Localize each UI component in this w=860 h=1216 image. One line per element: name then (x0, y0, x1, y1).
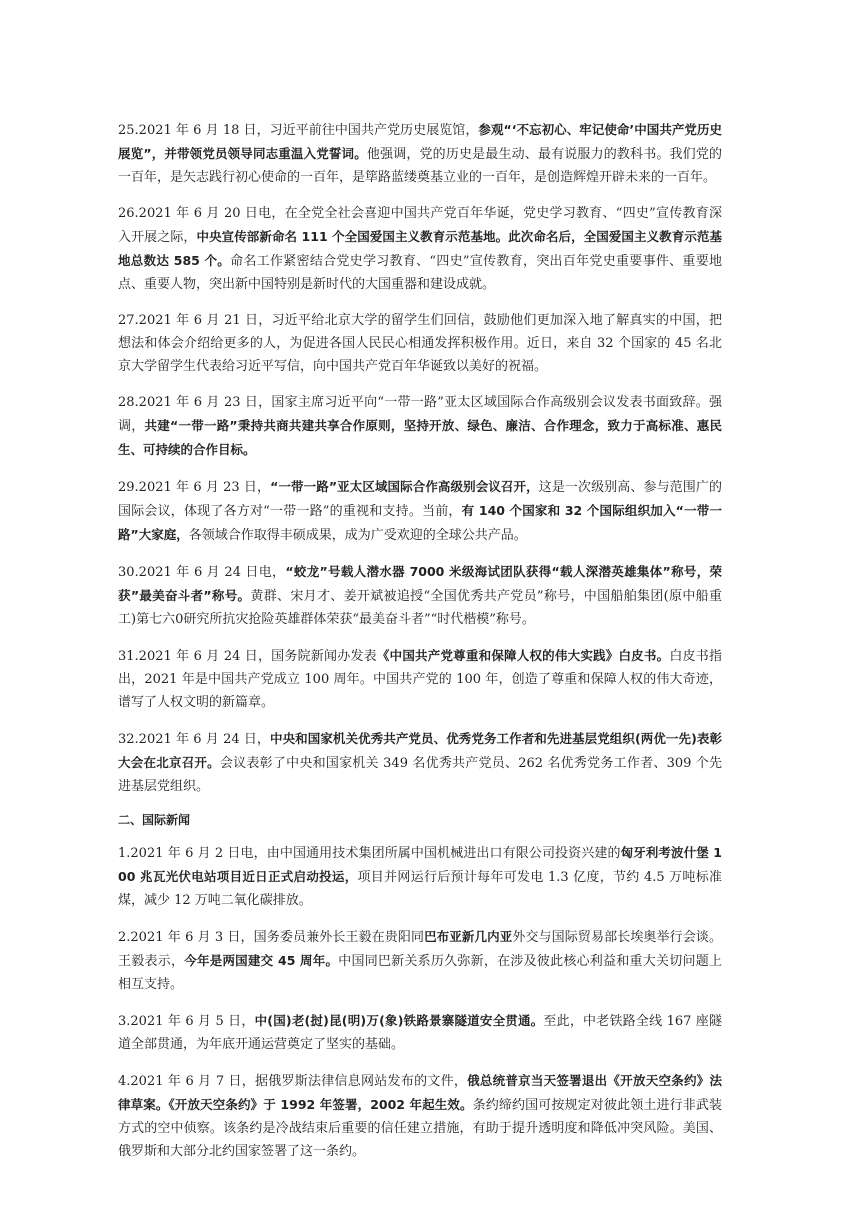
domestic-news-item (118, 644, 722, 714)
international-news-item (118, 841, 722, 912)
body-text: 30.2021 年 6 月 24 日电， (118, 565, 286, 580)
highlighted-text: 今年是两国建交 45 周年。 (184, 953, 339, 968)
body-text: 31.2021 年 6 月 24 日，国务院新闻办发表 (118, 649, 377, 664)
body-text: 中国同巴新关系历久弥新，在涉及彼此核心利益和重大关切问题上相互支持。 (118, 954, 722, 992)
domestic-news-list (118, 118, 722, 798)
body-text: 条约缔约国可按规定对彼此领土进行非武装方式的空中侦察。该条约是冷战结束后重要的信任建立措施，有助于提升透明度和降低冲突风险。美国、俄罗斯和大部分北约国家签署了这一条约。 (118, 1098, 722, 1159)
highlighted-text: “一带一路”亚太区域国际合作高级别会议召开， (270, 479, 539, 494)
domestic-news-item (118, 202, 722, 296)
body-text: 各领域合作取得丰硕成果，成为广受欢迎的全球公共产品。 (188, 528, 527, 543)
international-news-list (118, 841, 722, 1163)
highlighted-text: 参观“‘不忘初心、牢记使命’中国共产党历史展览”，并带领党员领导同志重温入党誓词。 (118, 122, 723, 161)
international-news-item (118, 1009, 722, 1056)
body-text: 3.2021 年 6 月 5 日， (118, 1014, 255, 1029)
highlighted-text: 中(国)老(挝)昆(明)万(象)铁路景寨隧道安全贯通。 (254, 1013, 544, 1028)
highlighted-text: 中央宣传部新命名 111 个全国爱国主义教育示范基地。此次命名后，全国爱国主义教育示范基地总数达 585 个。 (118, 229, 722, 268)
body-text: 4.2021 年 6 月 7 日，据俄罗斯法律信息网站发布的文件， (118, 1074, 468, 1089)
body-text: 32.2021 年 6 月 24 日， (118, 732, 270, 747)
body-text: 会议表彰了中央和国家机关 349 名优秀共产党员、262 名优秀党务工作者、309 个先进基层党组织。 (118, 756, 722, 794)
international-news-item (118, 1069, 722, 1163)
body-text: 他强调，党的历史是最生动、最有说服力的教科书。我们党的一百年，是矢志践行初心使命的一百年，是筚路蓝缕奠基立业的一百年，是创造辉煌开辟未来的一百年。 (118, 147, 722, 185)
body-text: 2.2021 年 6 月 3 日，国务委员兼外长王毅在贵阳同 (118, 930, 425, 945)
body-text: 白皮书指出，2021 年是中国共产党成立 100 周年。中国共产党的 100 年，创造了尊重和保障人权的伟大奇迹，谱写了人权文明的新篇章。 (118, 649, 722, 710)
section-title-international: 二、国际新闻 (118, 813, 191, 827)
domestic-news-item (118, 309, 722, 378)
body-text: 27.2021 年 6 月 21 日，习近平给北京大学的留学生们回信，鼓励他们更加深入地了解真实的中国，把想法和体会介绍给更多的人，为促进各国人民民心相通发挥积极作用。近日，来自 32 个国家的 45 名北京大学留学生代表给习近平写信，向中国共产党百年华诞致以美好的祝福。 (118, 313, 722, 374)
highlighted-text: 共建“一带一路”秉持共商共建共享合作原则，坚持开放、绿色、廉洁、合作理念，致力于高标准、惠民生、可持续的合作目标。 (118, 418, 722, 457)
body-text: 至此，中老铁路全线 167 座隧道全部贯通，为年底开通运营奠定了坚实的基础。 (118, 1014, 722, 1052)
body-text: 29.2021 年 6 月 23 日， (118, 480, 271, 495)
body-text: 项目并网运行后预计每年可发电 1.3 亿度，节约 4.5 万吨标准煤，减少 12 万吨二氧化碳排放。 (118, 870, 722, 908)
international-news-item (118, 925, 722, 996)
highlighted-text: 匈牙利考波什堡 100 兆瓦光伏电站项目近日正式启动投运， (118, 845, 722, 884)
document-content (118, 118, 722, 1176)
domestic-news-item (118, 391, 722, 462)
highlighted-text: 俄总统普京当天签署退出《开放天空条约》法律草案。《开放天空条约》于 1992 年签署，2002 年起生效。 (118, 1073, 722, 1112)
body-text: 外交与国际贸易部长埃奥举行会谈。王毅表示， (118, 930, 722, 969)
body-text: 黄群、宋月才、姜开斌被追授“全国优秀共产党员”称号，中国船舶集团(原中船重工)第七六0研究所抗灾抢险英雄群体荣获“最美奋斗者”“时代楷模”称号。 (118, 589, 722, 627)
highlighted-text: “蛟龙”号载人潜水器 7000 米级海试团队获得“载人深潜英雄集体”称号，荣获”最美奋斗者”称号。 (118, 564, 723, 603)
domestic-news-item (118, 727, 722, 798)
highlighted-text: 中央和国家机关优秀共产党员、优秀党务工作者和先进基层党组织(两优一先)表彰大会在北京召开。 (118, 731, 722, 770)
domestic-news-item (118, 560, 722, 631)
highlighted-text: 《中国共产党尊重和保障人权的伟大实践》白皮书。 (376, 648, 670, 663)
body-text: 28.2021 年 6 月 23 日，国家主席习近平向“一带一路”亚太区域国际合作高级别会议发表书面致辞。强调， (118, 395, 722, 434)
body-text: 命名工作紧密结合党史学习教育、“四史”宣传教育，突出百年党史重要事件、重要地点、重要人物，突出新中国特别是新时代的大国重器和建设成就。 (118, 254, 722, 292)
highlighted-text: 巴布亚新几内亚 (424, 929, 513, 944)
domestic-news-item (118, 475, 722, 547)
body-text: 26.2021 年 6 月 20 日电，在全党全社会喜迎中国共产党百年华诞，党史学习教育、“四史”宣传教育深入开展之际， (118, 206, 722, 245)
body-text: 这是一次级别高、参与范围广的国际会议，体现了各方对“一带一路”的重视和支持。当前， (118, 480, 722, 519)
body-text: 1.2021 年 6 月 2 日电，由中国通用技术集团所属中国机械进出口有限公司投资兴建的 (118, 846, 621, 861)
domestic-news-item (118, 118, 722, 189)
body-text: 25.2021 年 6 月 18 日，习近平前往中国共产党历史展览馆， (118, 123, 479, 138)
highlighted-text: 有 140 个国家和 32 个国际组织加入“一带一路”大家庭， (118, 503, 722, 542)
